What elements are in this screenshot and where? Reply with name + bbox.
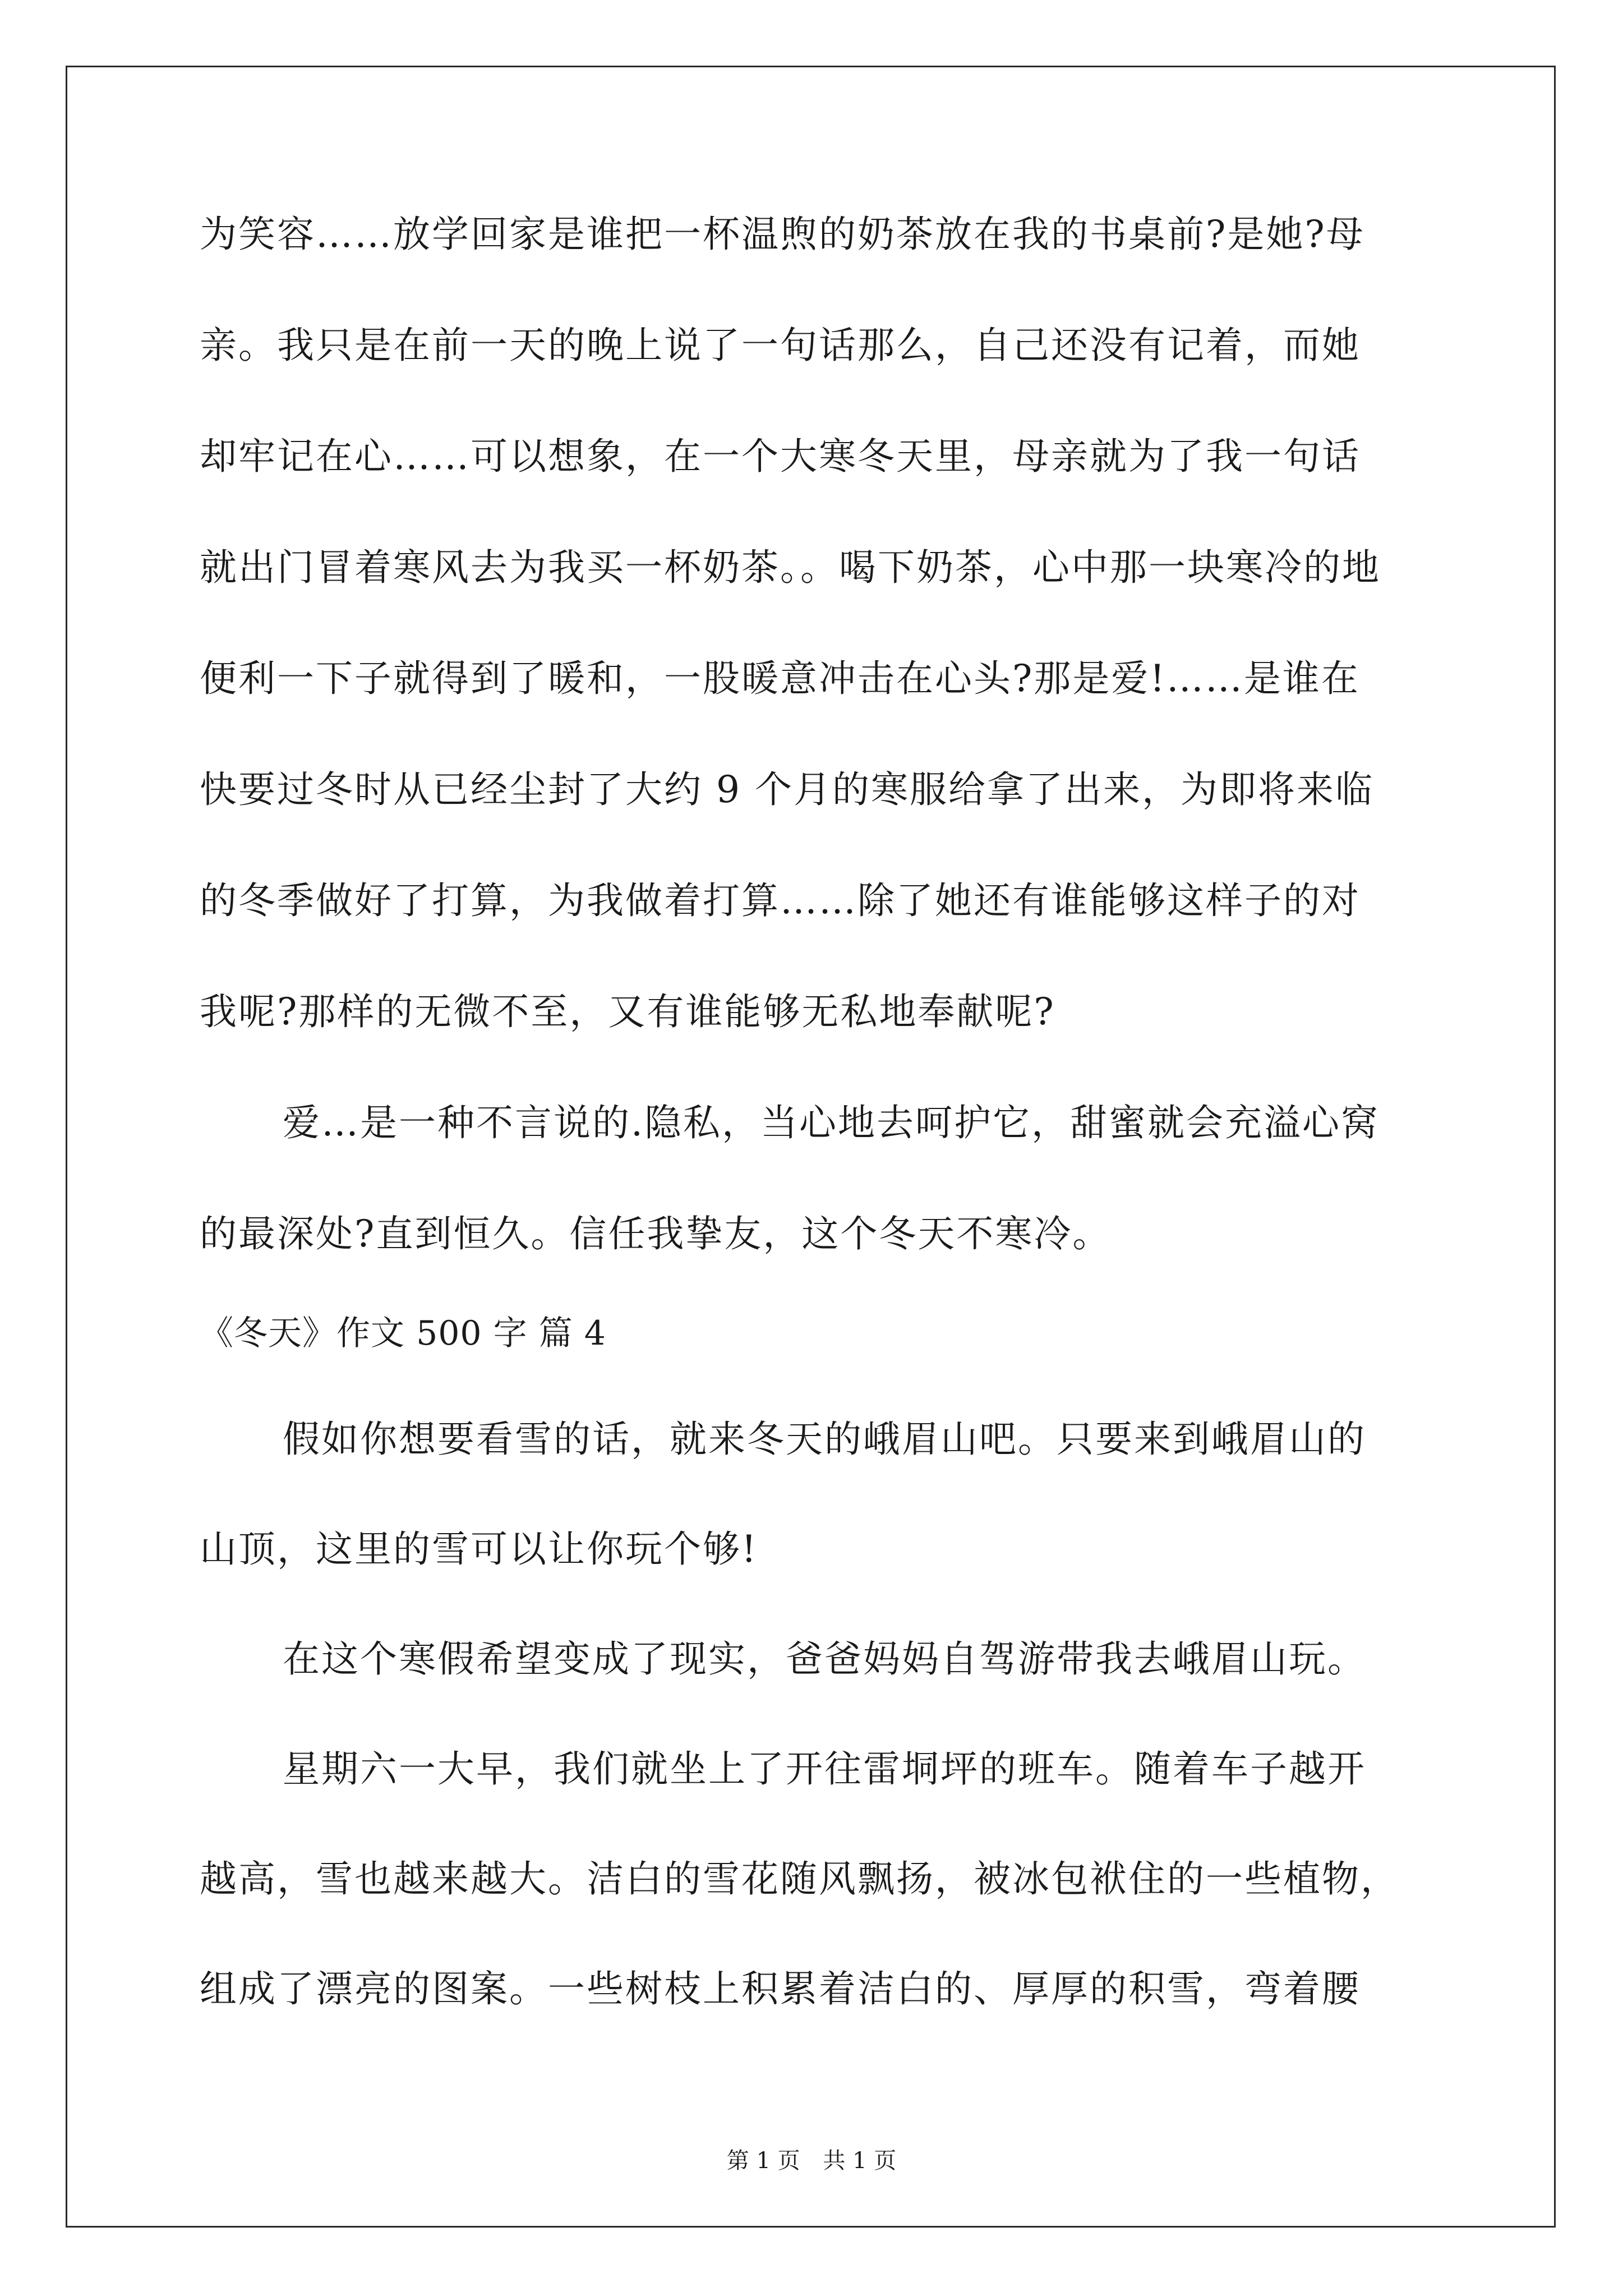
text-line: 亲。我只是在前一天的晚上说了一句话那么，自己还没有记着，而她 [200,324,1361,367]
text-line: 假如你想要看雪的话，就来冬天的峨眉山吧。只要来到峨眉山的 [283,1418,1366,1461]
text-line: 的冬季做好了打算，为我做着打算……除了她还有谁能够这样子的对 [200,879,1361,922]
text-line: 我呢?那样的无微不至，又有谁能够无私地奉献呢? [200,990,1055,1033]
text-line: 的最深处?直到恒久。信任我挚友，这个冬天不寒冷。 [200,1212,1112,1255]
text-line: 却牢记在心……可以想象，在一个大寒冬天里，母亲就为了我一句话 [200,435,1361,478]
text-line: 组成了漂亮的图案。一些树枝上积累着洁白的、厚厚的积雪，弯着腰 [200,1967,1361,2010]
text-line: 在这个寒假希望变成了现实，爸爸妈妈自驾游带我去峨眉山玩。 [283,1637,1366,1681]
section-heading: 《冬天》作文 500 字 篇 4 [200,1314,606,1353]
text-line: 为笑容……放学回家是谁把一杯温煦的奶茶放在我的书桌前?是她?母 [200,213,1365,256]
text-line: 山顶，这里的雪可以让你玩个够! [200,1527,758,1571]
text-line: 快要过冬时从已经尘封了大约 9 个月的寒服给拿了出来，为即将来临 [200,768,1374,811]
text-line: 便利一下子就得到了暖和，一股暖意冲击在心头?那是爱!……是谁在 [200,657,1360,700]
page-total: 共 1 页 [823,2148,897,2174]
text-line: 星期六一大早，我们就坐上了开往雷垌坪的班车。随着车子越开 [283,1747,1366,1791]
page-border [66,66,1556,2228]
text-line: 就出门冒着寒风去为我买一杯奶茶。。喝下奶茶，心中那一块寒冷的地 [200,546,1381,589]
page-number: 第 1 页 [726,2148,800,2174]
text-line: 越高，雪也越来越大。洁白的雪花随风飘扬，被冰包袱住的一些植物， [200,1857,1399,1901]
text-line: 爱…是一种不言说的.隐私，当心地去呵护它，甜蜜就会充溢心窝 [283,1101,1380,1144]
page-footer [0,2143,1623,2175]
